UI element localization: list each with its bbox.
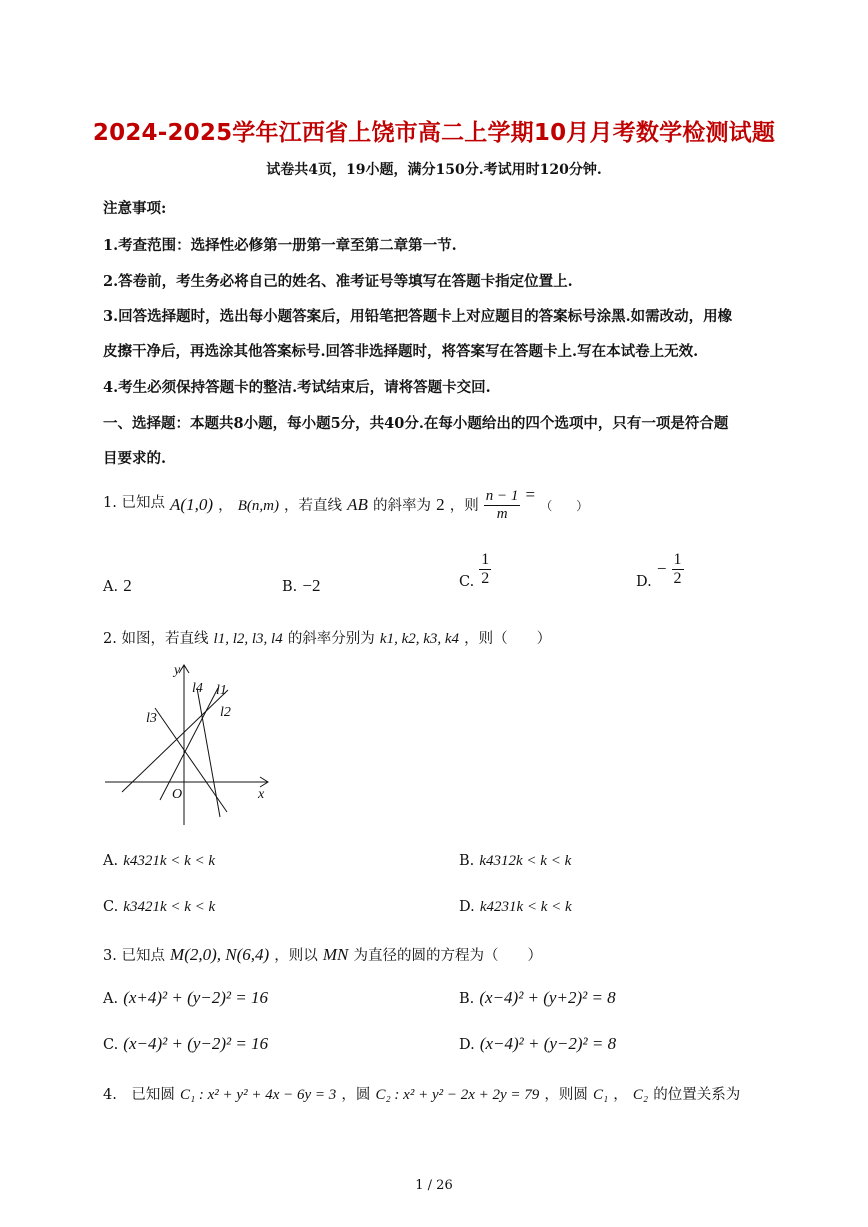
- option-value: k3421k < k < k: [123, 899, 216, 915]
- q1-frac-num: n − 1: [485, 488, 519, 504]
- option-label: C.: [103, 899, 119, 915]
- option-value: (x−4)² + (y−2)² = 16: [123, 1034, 269, 1053]
- q4-c2-short: C₂: [632, 1087, 649, 1103]
- q4-circle-2: C₂ : x² + y² − 2x + 2y = 79: [375, 1087, 540, 1103]
- fraction-num: 1: [481, 551, 490, 568]
- q2-option-b: [459, 850, 571, 870]
- notice-item-2: 2.答卷前，考生务必将自己的姓名、准考证号等填写在答题卡指定位置上.: [103, 273, 573, 290]
- q1-mid3: ，则: [449, 498, 479, 514]
- q3-prefix: 3. 已知点: [103, 948, 165, 964]
- fraction-den: 2: [673, 570, 682, 587]
- option-label: D.: [459, 1037, 475, 1053]
- q3-mid: ，则以: [274, 948, 318, 964]
- q2-option-d: [459, 896, 572, 916]
- option-label: A.: [103, 991, 119, 1007]
- exam-subtitle: 试卷共4页，19小题，满分150分.考试用时120分钟.: [266, 162, 602, 178]
- q1-frac-den: m: [496, 506, 508, 522]
- notice-item-1: 1.考查范围：选择性必修第一册第一章至第二章第一节.: [103, 237, 457, 254]
- option-label: C.: [459, 574, 475, 590]
- notice-item-4: 4.考生必须保持答题卡的整洁.考试结束后，请将答题卡交回.: [103, 379, 491, 396]
- label-l2: l2: [220, 705, 231, 720]
- section-heading-cont: 目要求的.: [103, 450, 167, 467]
- notice-item-3: 3.回答选择题时，选出每小题答案后，用铅笔把答题卡上对应题目的答案标号涂黑.如需改动，用橡: [103, 308, 733, 325]
- q4-sep: ，: [613, 1087, 628, 1103]
- q1-mid: ，若直线: [284, 498, 343, 514]
- page-number: 1 / 26: [415, 1178, 453, 1193]
- q4-c1-short: C₁: [592, 1087, 609, 1103]
- option-fraction: [672, 551, 684, 588]
- page-title: 2024-2025学年江西省上饶市高二上学期10月月考数学检测试题: [92, 120, 776, 146]
- q1-option-d: [636, 551, 684, 588]
- q1-answer-paren: （ ）: [540, 499, 589, 513]
- q1-option-b: [282, 576, 320, 596]
- q2-prefix: 2. 如图，若直线: [103, 631, 209, 647]
- line-l1: [160, 688, 218, 800]
- q1-option-a: [103, 576, 132, 596]
- notice-item-3-cont: 皮擦干净后，再选涂其他答案标号.回答非选择题时，将答案写在答题卡上.写在本试卷上无效.: [103, 343, 699, 360]
- question-4: [103, 1083, 740, 1104]
- option-sign: −: [656, 559, 667, 578]
- q3-points: M(2,0), N(6,4): [170, 945, 270, 964]
- label-l4: l4: [192, 681, 203, 696]
- option-value: k4231k < k < k: [479, 899, 572, 915]
- q3-option-d: [459, 1034, 616, 1054]
- q2-option-c: [103, 896, 215, 916]
- q2-suffix: ，则（ ）: [464, 631, 552, 647]
- label-l1: l1: [216, 683, 227, 698]
- option-fraction: [479, 551, 491, 588]
- q2-figure: [100, 660, 280, 830]
- option-value: (x−4)² + (y−2)² = 8: [479, 1034, 617, 1053]
- option-label: B.: [282, 579, 298, 595]
- q1-option-c: [459, 551, 491, 588]
- fraction-num: 1: [673, 551, 682, 568]
- q1-equals: =: [525, 485, 536, 504]
- question-2: [103, 627, 551, 648]
- label-l3: l3: [146, 711, 157, 726]
- option-label: B.: [459, 853, 475, 869]
- q3-option-a: [103, 988, 268, 1008]
- q4-prefix: 4. 已知圆: [103, 1087, 175, 1103]
- option-label: D.: [459, 899, 475, 915]
- y-axis-label: y: [174, 663, 181, 678]
- option-label: D.: [636, 574, 652, 590]
- q1-slope: 2: [436, 495, 445, 514]
- line-l3: [155, 708, 227, 812]
- q1-sep: ，: [218, 498, 233, 514]
- q2-mid: 的斜率分别为: [287, 631, 375, 647]
- option-value: −2: [302, 576, 321, 595]
- q4-suffix: 的位置关系为: [653, 1087, 741, 1103]
- q2-slopes: k1, k2, k3, k4: [379, 631, 460, 647]
- section-heading: 一、选择题：本题共8小题，每小题5分，共40分.在每小题给出的四个选项中，只有一项是符合题: [103, 415, 729, 432]
- q1-point-b: B(n,m): [237, 498, 279, 514]
- q4-circle-1: C₁ : x² + y² + 4x − 6y = 3: [179, 1087, 337, 1103]
- q3-option-b: [459, 988, 616, 1008]
- q3-option-c: [103, 1034, 268, 1054]
- option-value: 2: [123, 576, 132, 595]
- option-label: C.: [103, 1037, 119, 1053]
- x-axis-label: x: [258, 787, 265, 802]
- q1-mid2: 的斜率为: [373, 498, 432, 514]
- q1-line-ab: AB: [347, 495, 368, 514]
- option-label: A.: [103, 579, 119, 595]
- option-value: k4312k < k < k: [479, 853, 572, 869]
- q1-prefix: 1. 已知点: [103, 495, 165, 511]
- option-value: k4321k < k < k: [123, 853, 216, 869]
- option-label: A.: [103, 853, 119, 869]
- q3-suffix: 为直径的圆的方程为（ ）: [353, 948, 542, 964]
- fraction-den: 2: [481, 570, 490, 587]
- origin-label: O: [172, 787, 183, 802]
- question-1: [103, 485, 589, 523]
- option-label: B.: [459, 991, 475, 1007]
- notice-heading: 注意事项:: [103, 200, 167, 217]
- q2-lines: l1, l2, l3, l4: [213, 631, 283, 647]
- q3-segment: MN: [322, 945, 349, 964]
- option-value: (x−4)² + (y+2)² = 8: [479, 988, 616, 1007]
- question-3: [103, 944, 542, 965]
- q1-point-a: A(1,0): [170, 495, 214, 514]
- line-l2: [122, 690, 228, 792]
- q1-fraction: [484, 488, 521, 523]
- q2-option-a: [103, 850, 215, 870]
- option-value: (x+4)² + (y−2)² = 16: [123, 988, 269, 1007]
- q4-mid: ，圆: [341, 1087, 371, 1103]
- q4-mid2: ，则圆: [544, 1087, 588, 1103]
